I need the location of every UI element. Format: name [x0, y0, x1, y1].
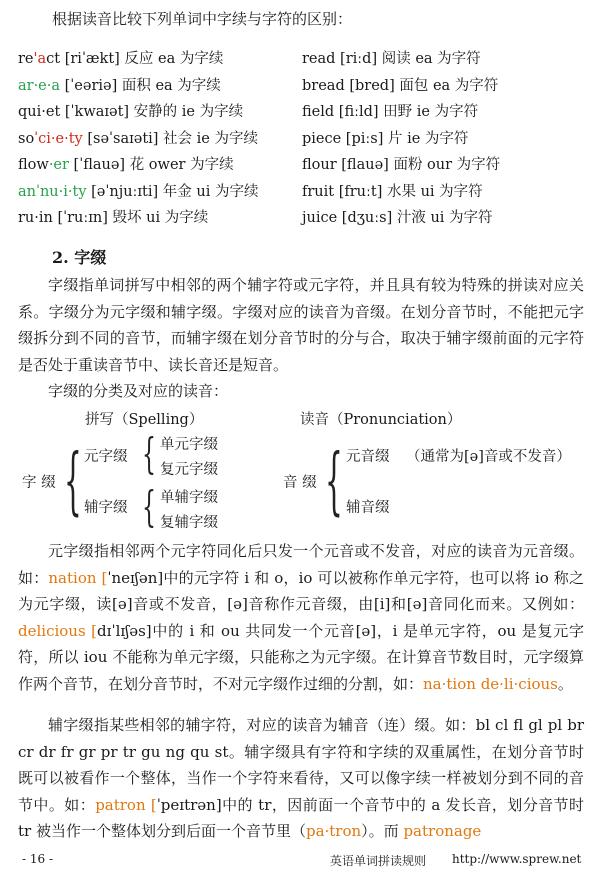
example-text: so: [18, 130, 35, 147]
root-label: 字 缀: [22, 475, 56, 491]
fu-yuan-label: 复元字缀: [160, 462, 218, 478]
character-example: [302, 153, 500, 174]
example-text: flow: [18, 157, 49, 173]
affix-example: [18, 153, 234, 174]
example-text: [ˈflauə] 花 ower 为字续: [68, 157, 234, 173]
fu-fu-label: 复辅字缀: [160, 515, 218, 531]
small-brace-icon: {: [142, 432, 156, 480]
example-text: ru·in [ˈruːɪn] 毁坏 ui 为字续: [18, 210, 209, 226]
affix-example: [18, 100, 243, 121]
left-brace-icon: {: [325, 438, 343, 524]
small-brace-icon: {: [142, 485, 156, 533]
affix-example: [18, 180, 259, 201]
example-text: juice [dʒuːs] 汁液 ui 为字符: [302, 210, 493, 226]
paragraph-definition: 字缀指单词拼写中相邻的两个辅字符或元字符，并且具有较为特殊的拼读对应关系。字缀分为元字缀和辅字缀。字缀对应的读音为音缀。在划分音节时，不能把元字缀拆分到不同的音节，而辅字缀在划分音节时的分与合，取决于辅字缀前面的元字符是否处于重读音节中、读长音还是短音。: [18, 276, 584, 374]
paragraph-consonant-affix: 辅字缀指某些相邻的辅字符，对应的读音为辅音（连）缀。如：bl cl fl gl pl br cr dr fr gr pr tr gu ng qu st。辅字缀具有字符和字续的双重属性，在划分音节时既可以被看作一个整体，当作一个字符来看待，又可以像字续一样被划分到不同的音节中。如：patron [ˈpeɪtrən]中的 tr，因前面一个音节中的 a 发长音，划分音节时 tr 被当作一个整体划分到后面一个音节里（pa·tron）。而 patronage: [18, 716, 584, 840]
example-text: flour [flauə] 面粉 our 为字符: [302, 157, 501, 173]
affix-example: [18, 206, 208, 227]
character-example: [302, 100, 478, 121]
paragraph-classification: 字缀的分类及对应的读音：: [48, 382, 229, 400]
example-text: piece [piːs] 片 ie 为字符: [302, 130, 469, 147]
affix-example: [18, 47, 223, 68]
example-text: field [fiːld] 田野 ie 为字符: [302, 104, 479, 120]
fu-label: 辅字缀: [84, 500, 128, 516]
paragraph-vowel-affix: 元字缀指相邻两个元字符同化后只发一个元音或不发音，对应的读音为元音缀。如：nation [ˈneɪʃən]中的元字符 i 和 o，io 可以被称作单元字符，也可以将 io 称之为元字缀，读[ə]音或不发音，[ə]音称作元音缀，由[i]和[ə]音同化而来。又例如：delicious [dɪˈlɪʃəs]中的 i 和 ou 共同发一个元音[ə]，i 是单元字符，ou 是复元字符，所以 iou 不能称为单元字缀，只能称之为元字缀。在计算音节数目时，元字缀算作两个音节，在划分音节时，不对元字缀作过细的分割，如：na·tion de·li·cious。: [18, 542, 584, 693]
example-text: bread [bred] 面包 ea 为字符: [302, 77, 499, 94]
dan-yuan-label: 单元字缀: [160, 437, 218, 453]
example-text: [ˈeəriə] 面积 ea 为字续: [60, 77, 221, 94]
example-text: ˈnu·i·ty: [35, 183, 87, 200]
example-text: fruit [fruːt] 水果 ui 为字符: [302, 183, 483, 200]
spelling-header: 拼写（Spelling）: [85, 412, 204, 428]
character-example: [302, 47, 481, 68]
yuan-label: 元字缀: [84, 449, 128, 465]
example-text: an: [18, 183, 36, 200]
example-text: re: [18, 51, 34, 67]
example-text: ·er: [48, 157, 69, 173]
yuan-yin-label: 元音缀: [346, 449, 390, 465]
book-title: 英语单词拼读规则: [330, 854, 427, 868]
example-text: ˈci·e·ty: [34, 130, 83, 147]
intro-text: 根据读音比较下列单词中字续与字符的区别：: [52, 10, 353, 28]
character-example: [302, 74, 498, 95]
example-text: ar·e·a: [18, 77, 61, 94]
website-url[interactable]: http://www.sprew.net: [452, 852, 582, 866]
example-text: ct [riˈækt] 反应 ea 为字续: [46, 51, 224, 67]
example-text: read [riːd] 阅读 ea 为字符: [302, 51, 481, 67]
example-text: [əˈnjuːɪti] 年金 ui 为字续: [86, 183, 259, 200]
yuan-yin-note: （通常为[ə]音或不发音）: [406, 449, 571, 465]
example-text: [səˈsaɪəti] 社会 ie 为字续: [82, 130, 258, 147]
dan-fu-label: 单辅字缀: [160, 490, 218, 506]
character-example: [302, 206, 493, 227]
fu-yin-label: 辅音缀: [346, 500, 390, 516]
character-example: [302, 180, 483, 201]
character-example: [302, 127, 468, 148]
example-text: 'a: [33, 51, 47, 67]
section-heading: 2. 字缀: [52, 248, 107, 267]
pronunciation-header: 读音（Pronunciation）: [300, 412, 462, 428]
affix-example: [18, 127, 258, 148]
page-number: - 16 -: [22, 852, 54, 866]
affix-example: [18, 74, 221, 95]
left-brace-icon: {: [64, 438, 82, 524]
example-text: qui·et [ˈkwaɪət] 安静的 ie 为字续: [18, 104, 244, 120]
yin-root-label: 音 缀: [283, 475, 317, 491]
